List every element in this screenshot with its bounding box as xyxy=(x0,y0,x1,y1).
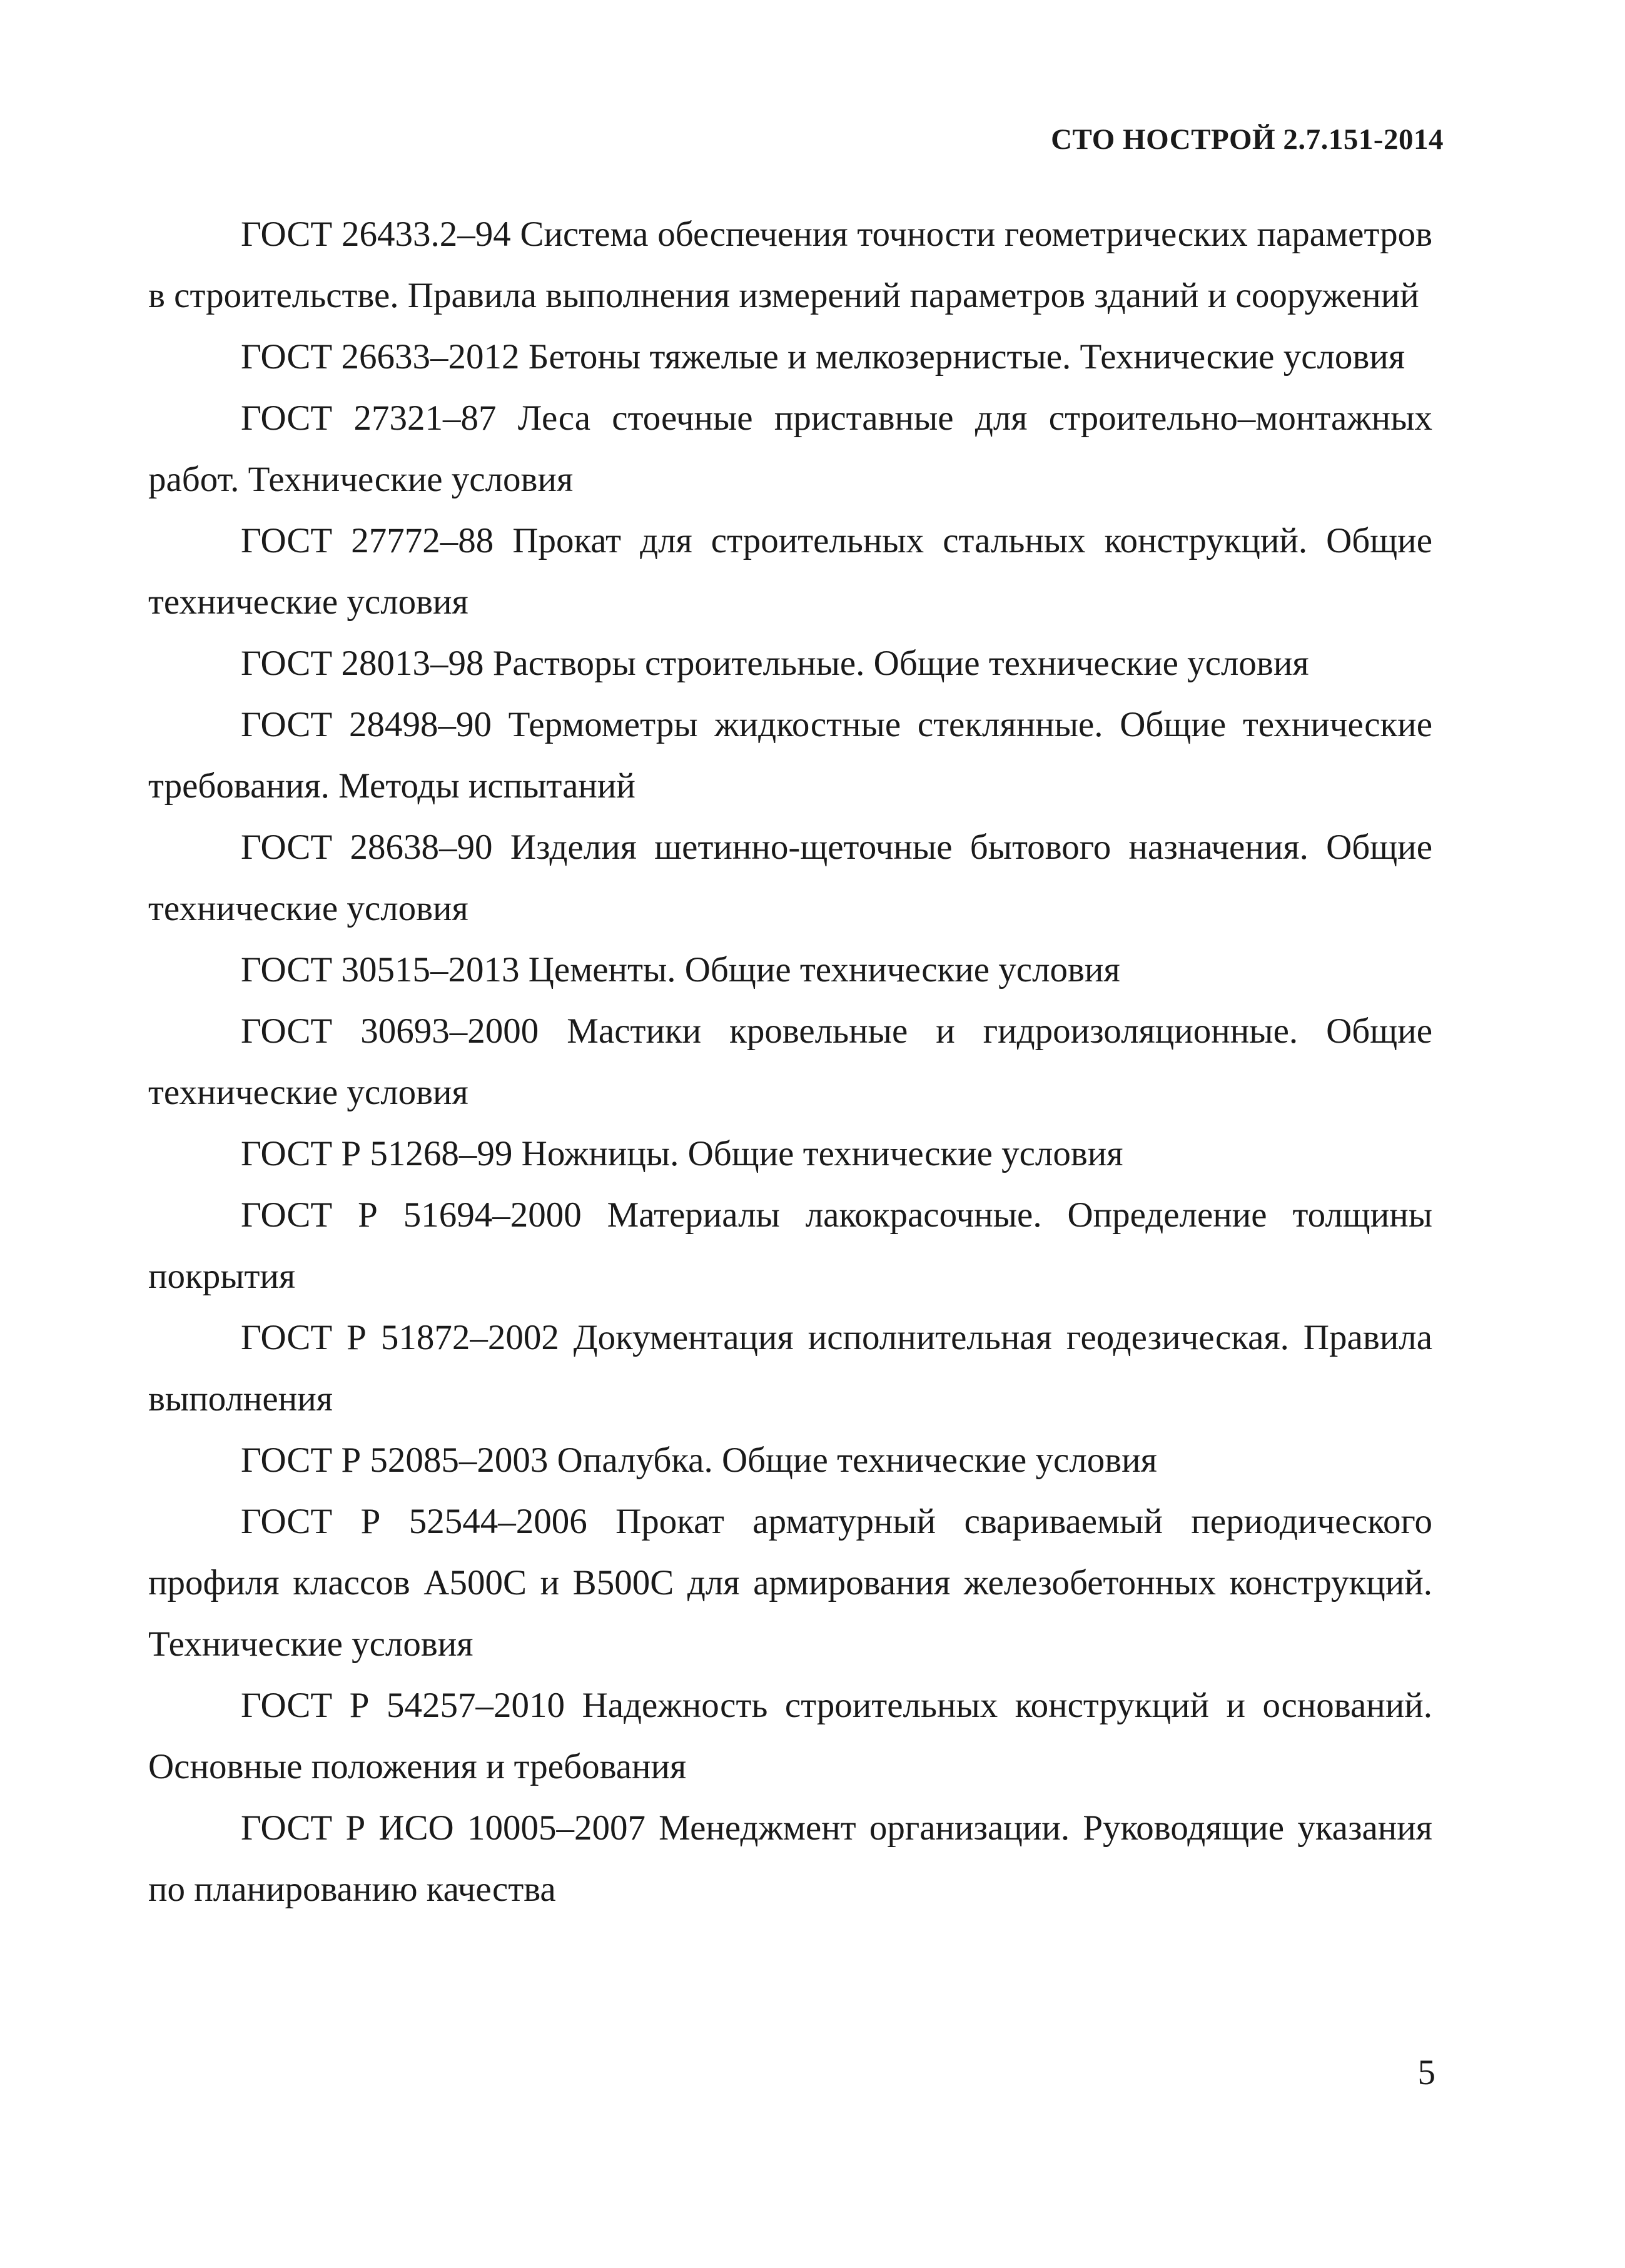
reference-entry: ГОСТ 27321–87 Леса стоечные приставные для строительно–монтажных работ. Технические условия xyxy=(148,398,1432,499)
reference-entry: ГОСТ Р ИСО 10005–2007 Менеджмент организации. Руководящие указания по планированию качества xyxy=(148,1808,1432,1909)
reference-entry: ГОСТ 28498–90 Термометры жидкостные стеклянные. Общие технические требования. Методы испытаний xyxy=(148,705,1432,806)
reference-entry: ГОСТ 26633–2012 Бетоны тяжелые и мелкозернистые. Технические условия xyxy=(241,337,1405,377)
reference-entry: ГОСТ Р 51694–2000 Материалы лакокрасочные. Определение толщины покрытия xyxy=(148,1195,1432,1296)
reference-entry: ГОСТ Р 52085–2003 Опалубка. Общие технические условия xyxy=(241,1440,1157,1480)
reference-entry: ГОСТ Р 51268–99 Ножницы. Общие технические условия xyxy=(241,1134,1123,1173)
reference-entry: ГОСТ 30515–2013 Цементы. Общие технические условия xyxy=(241,950,1120,990)
reference-entry: ГОСТ Р 51872–2002 Документация исполнительная геодезическая. Правила выполнения xyxy=(148,1318,1432,1419)
reference-entry: ГОСТ Р 52544–2006 Прокат арматурный свариваемый периодического профиля классов А500С и В500С для армирования железобетонных конструкций. Технические условия xyxy=(148,1502,1432,1664)
reference-entry: ГОСТ 28638–90 Изделия шетинно-щеточные бытового назначения. Общие технические условия xyxy=(148,828,1432,928)
page-number: 5 xyxy=(1417,2053,1435,2092)
document-code-header: СТО НОСТРОЙ 2.7.151-2014 xyxy=(1051,123,1444,156)
reference-entry: ГОСТ 26433.2–94 Система обеспечения точности геометрических параметров в строительстве. Правила выполнения измерений параметров зданий и сооружений xyxy=(148,215,1432,315)
normative-references-list xyxy=(148,204,1432,1920)
reference-entry: ГОСТ 28013–98 Растворы строительные. Общие технические условия xyxy=(241,644,1309,683)
reference-entry: ГОСТ 27772–88 Прокат для строительных стальных конструкций. Общие технические условия xyxy=(148,521,1432,622)
reference-entry: ГОСТ 30693–2000 Мастики кровельные и гидроизоляционные. Общие технические условия xyxy=(148,1011,1432,1112)
reference-entry: ГОСТ Р 54257–2010 Надежность строительных конструкций и оснований. Основные положения и требования xyxy=(148,1686,1432,1786)
